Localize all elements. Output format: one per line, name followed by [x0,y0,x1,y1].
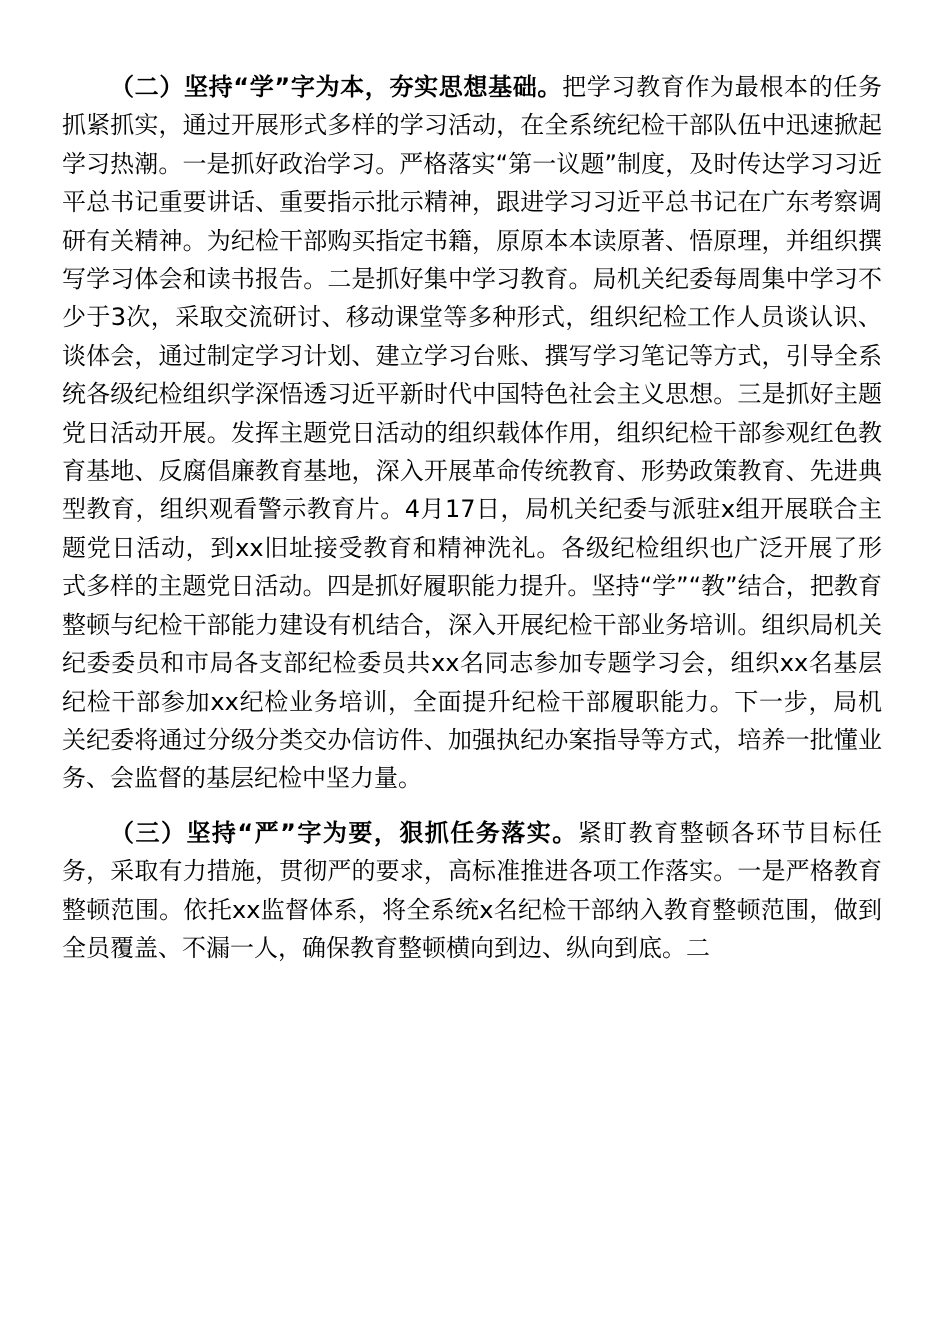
paragraph-text: 把学习教育作为最根本的任务抓紧抓实，通过开展形式多样的学习活动，在全系统纪检干部队伍中迅速掀起学习热潮。一是抓好政治学习。严格落实“第一议题”制度，及时传达学习习近平总书记重要讲话、重要指示批示精神，跟进学习习近平总书记在广东考察调研有关精神。为纪检干部购买指定书籍，原原本本读原著、悟原理，并组织撰写学习体会和读书报告。二是抓好集中学习教育。局机关纪委每周集中学习不少于3次，采取交流研讨、移动课堂等多种形式，组织纪检工作人员谈认识、谈体会，通过制定学习计划、建立学习台账、撰写学习笔记等方式，引导全系统各级纪检组织学深悟透习近平新时代中国特色社会主义思想。三是抓好主题党日活动开展。发挥主题党日活动的组织载体作用，组织纪检干部参观红色教育基地、反腐倡廉教育基地，深入开展革命传统教育、形势政策教育、先进典型教育，组织观看警示教育片。4月17日，局机关纪委与派驻x组开展联合主题党日活动，到xx旧址接受教育和精神洗礼。各级纪检组织也广泛开展了形式多样的主题党日活动。四是抓好履职能力提升。坚持“学”“教”结合，把教育整顿与纪检干部能力建设有机结合，深入开展纪检干部业务培训。组织局机关纪委委员和市局各支部纪检委员共xx名同志参加专题学习会，组织xx名基层纪检干部参加xx纪检业务培训，全面提升纪检干部履职能力。下一步，局机关纪委将通过分级分类交办信访件、加强执纪办案指导等方式，培养一批懂业务、会监督的基层纪检中坚力量。 [62,73,883,793]
paragraph-section-3 [62,814,882,968]
document-body [62,68,882,967]
paragraph-text: 紧盯教育整顿各环节目标任务，采取有力措施，贯彻严的要求，高标准推进各项工作落实。一是严格教育整顿范围。依托xx监督体系，将全系统x名纪检干部纳入教育整顿范围，做到全员覆盖、不漏一人，确保教育整顿横向到边、纵向到底。二 [62,818,883,962]
section-heading: （三）坚持“严”字为要，狠抓任务落实。 [110,818,578,847]
paragraph-section-2 [62,68,882,798]
section-heading: （二）坚持“学”字为本，夯实思想基础。 [110,73,563,101]
